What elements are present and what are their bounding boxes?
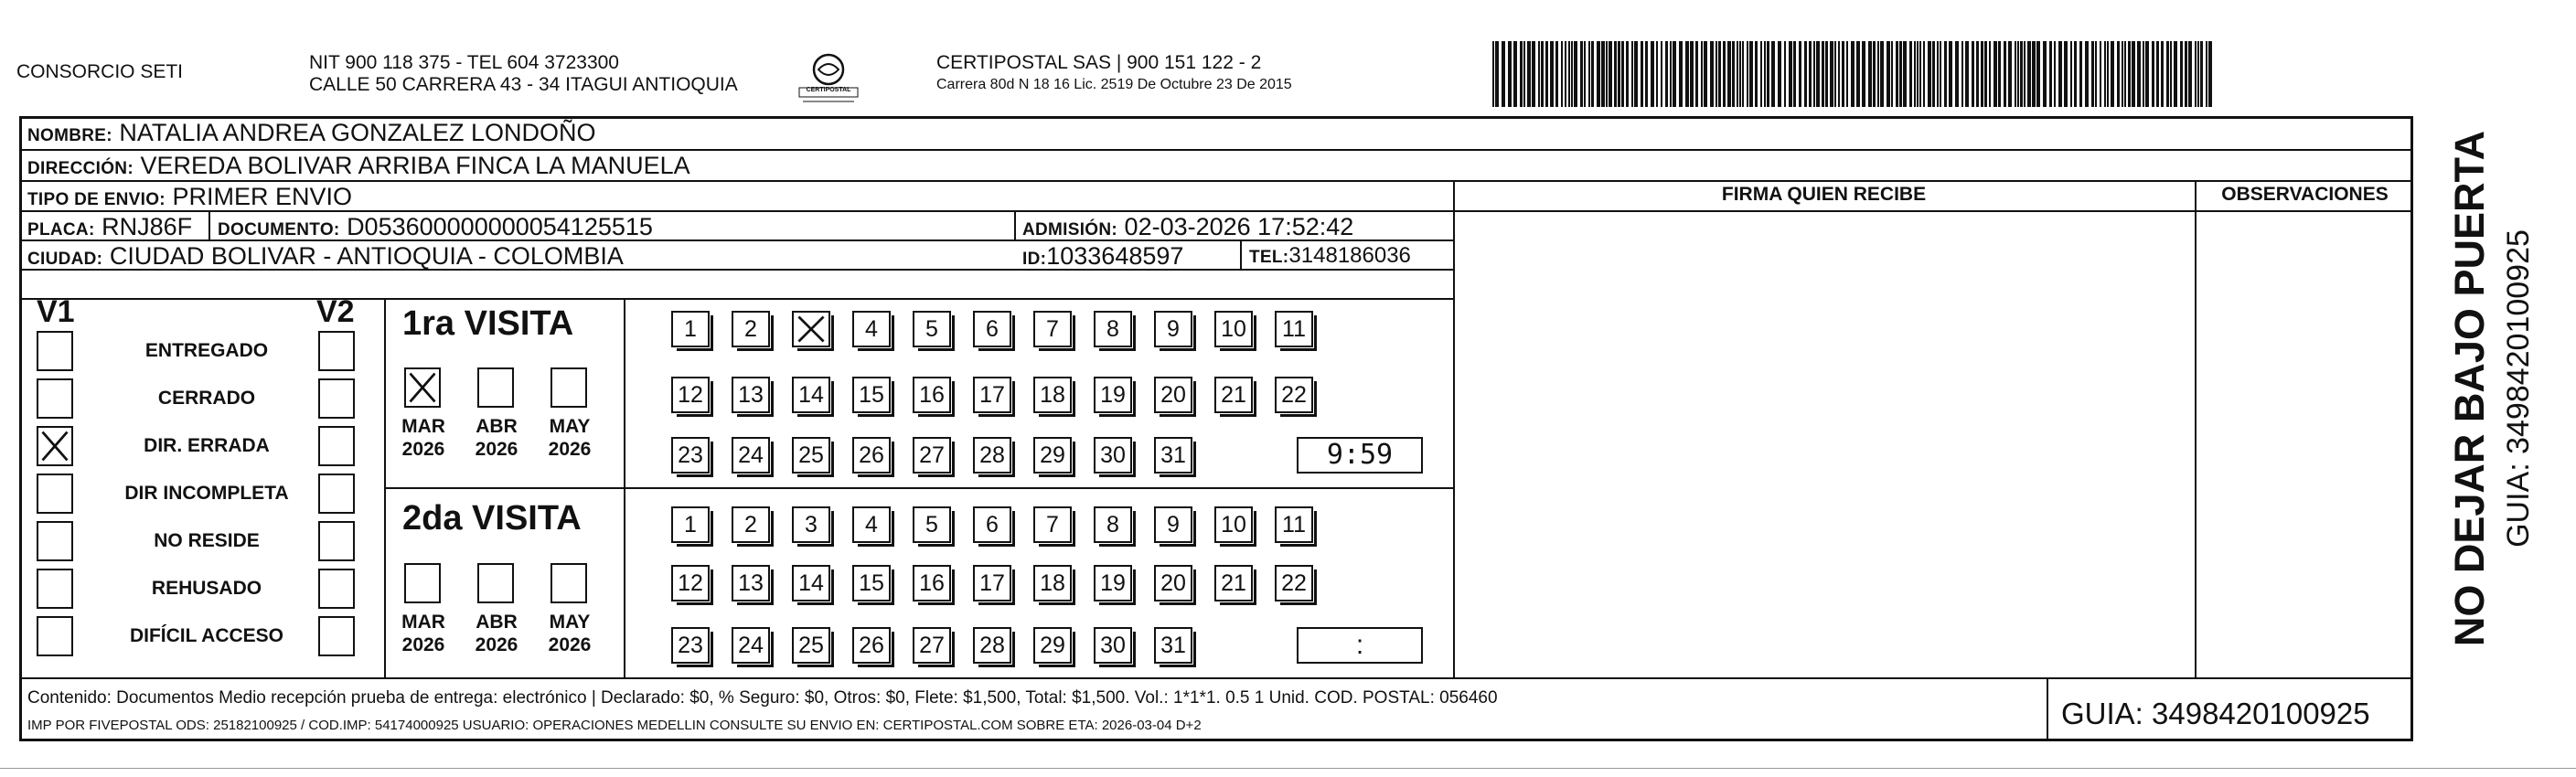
day-box[interactable] [732, 506, 770, 543]
day-number: 2 [744, 316, 757, 342]
day-box[interactable] [1094, 437, 1132, 474]
license-line: Carrera 80d N 18 16 Lic. 2519 De Octubre 23 De 2015 [936, 77, 1292, 92]
certipostal-line: CERTIPOSTAL SAS | 900 151 122 - 2 [936, 52, 1262, 73]
day-box[interactable] [973, 506, 1011, 543]
day-number: 15 [859, 382, 884, 408]
day-number: 11 [1282, 512, 1306, 538]
day-box[interactable] [671, 627, 710, 664]
day-box[interactable] [1033, 437, 1072, 474]
day-box[interactable] [1214, 311, 1253, 347]
day-number: 24 [738, 633, 764, 658]
day-number: 6 [986, 512, 999, 538]
day-box[interactable] [1154, 377, 1192, 413]
day-number: 8 [1106, 512, 1119, 538]
day-number: 13 [738, 382, 764, 408]
day-number: 30 [1100, 442, 1126, 468]
day-box[interactable] [1154, 627, 1192, 664]
ciudad-value: CIUDAD BOLIVAR - ANTIOQUIA - COLOMBIA [109, 242, 624, 270]
day-number: 1 [684, 316, 697, 342]
day-number: 25 [798, 633, 824, 658]
day-box[interactable] [1033, 311, 1072, 347]
day-number: 31 [1160, 633, 1186, 658]
day-box[interactable] [1214, 377, 1253, 413]
day-box[interactable] [792, 437, 830, 474]
firma-label: FIRMA QUIEN RECIBE [1721, 184, 1927, 205]
v2-checkbox[interactable] [318, 521, 355, 561]
day-box[interactable] [671, 311, 710, 347]
direccion-row: DIRECCIÓN: VEREDA BOLIVAR ARRIBA FINCA LA MANUELA [27, 152, 690, 179]
tel-field: TEL:3148186036 [1249, 243, 1411, 268]
day-number: 8 [1106, 316, 1119, 342]
day-box[interactable] [973, 311, 1011, 347]
day-box[interactable] [852, 565, 891, 601]
day-box[interactable] [913, 627, 951, 664]
day-box[interactable] [913, 565, 951, 601]
day-number: 23 [678, 633, 703, 658]
company-name: CONSORCIO SETI [16, 61, 184, 82]
visit2-time[interactable]: : [1297, 627, 1423, 664]
admision-field: ADMISIÓN: 02-03-2026 17:52:42 [1022, 213, 1354, 240]
day-box[interactable] [1033, 506, 1072, 543]
day-number: 2 [744, 512, 757, 538]
v1-checkbox[interactable] [37, 378, 73, 419]
day-number: 5 [925, 316, 938, 342]
month-year: 2026 [548, 634, 592, 655]
day-number: 15 [859, 570, 884, 596]
v1-checkbox[interactable] [37, 474, 73, 514]
day-box[interactable] [852, 437, 891, 474]
v2-checkbox[interactable] [318, 378, 355, 419]
status-option-label: DIR. ERRADA [144, 435, 270, 456]
day-box[interactable] [973, 627, 1011, 664]
day-box[interactable] [732, 311, 770, 347]
month-name: MAR [401, 416, 445, 437]
day-number: 27 [919, 633, 945, 658]
day-number: 18 [1040, 382, 1065, 408]
day-box[interactable] [913, 377, 951, 413]
id-value: 1033648597 [1046, 242, 1184, 270]
day-box[interactable] [792, 377, 830, 413]
day-number: 16 [919, 570, 945, 596]
day-number: 26 [859, 633, 884, 658]
id-field: ID:1033648597 [1022, 242, 1184, 270]
day-box[interactable] [913, 311, 951, 347]
status-option-label: REHUSADO [151, 578, 262, 599]
day-box[interactable] [732, 437, 770, 474]
day-box[interactable] [732, 377, 770, 413]
month-name: MAY [549, 612, 591, 633]
month-checkbox[interactable] [550, 563, 587, 603]
nit-line: NIT 900 118 375 - TEL 604 3723300 [309, 52, 619, 73]
day-number: 28 [979, 442, 1005, 468]
day-box[interactable] [1154, 311, 1192, 347]
visit1-title: 1ra VISITA [402, 304, 574, 343]
day-box[interactable] [792, 565, 830, 601]
day-number: 5 [925, 512, 938, 538]
status-option-label: DIR INCOMPLETA [124, 483, 289, 504]
footer-content: Contenido: Documentos Medio recepción prueba de entrega: electrónico | Declarado: $0, % Seguro: $0, Otros: $0, Flete: $1,500, Total: $1,500. Vol.: 1*1*1. 0.5 1 Unid. COD. POSTAL: 056460 [27, 688, 1498, 708]
status-option-label: NO RESIDE [154, 530, 260, 551]
placa-value: RNJ86F [102, 213, 193, 240]
status-option-label: CERRADO [157, 388, 256, 409]
day-box[interactable] [913, 506, 951, 543]
month-checkbox[interactable] [404, 563, 441, 603]
month-year: 2026 [401, 634, 445, 655]
day-box[interactable] [973, 565, 1011, 601]
day-number: 24 [738, 442, 764, 468]
day-number: 11 [1282, 316, 1306, 342]
day-box-checked[interactable] [792, 311, 830, 347]
day-number: 9 [1167, 512, 1180, 538]
tipo-row: TIPO DE ENVIO: PRIMER ENVIO [27, 183, 352, 210]
day-number: 21 [1221, 382, 1246, 408]
day-box[interactable] [1214, 565, 1253, 601]
footer-guia: GUIA: 3498420100925 [2061, 697, 2370, 730]
day-number: 13 [738, 570, 764, 596]
day-box[interactable] [732, 627, 770, 664]
day-number: 10 [1221, 512, 1246, 538]
day-number: 20 [1160, 382, 1186, 408]
nombre-row: NOMBRE: NATALIA ANDREA GONZALEZ LONDOÑO [27, 119, 596, 146]
day-box[interactable] [671, 506, 710, 543]
day-number: 12 [678, 382, 703, 408]
day-box[interactable] [913, 437, 951, 474]
day-box[interactable] [732, 565, 770, 601]
day-box[interactable] [671, 437, 710, 474]
day-number: 22 [1281, 382, 1307, 408]
month-checkbox[interactable] [477, 563, 514, 603]
day-box[interactable] [1275, 311, 1313, 347]
day-number: 19 [1100, 570, 1126, 596]
day-number: 23 [678, 442, 703, 468]
nombre-value: NATALIA ANDREA GONZALEZ LONDOÑO [119, 119, 596, 146]
day-box[interactable] [973, 377, 1011, 413]
day-box[interactable] [852, 377, 891, 413]
v2-checkbox[interactable] [318, 474, 355, 514]
day-number: 17 [979, 570, 1005, 596]
observaciones-area[interactable] [2197, 212, 2412, 676]
day-box[interactable] [671, 565, 710, 601]
day-box[interactable] [852, 506, 891, 543]
month-name: ABR [476, 416, 518, 437]
tipo-value: PRIMER ENVIO [172, 183, 352, 210]
day-box[interactable] [1154, 437, 1192, 474]
status-option-label: ENTREGADO [144, 340, 269, 361]
month-name: MAR [401, 612, 445, 633]
day-number: 19 [1100, 382, 1126, 408]
no-dejar-warning: NO DEJAR BAJO PUERTA [2446, 130, 2493, 647]
day-box[interactable] [1094, 506, 1132, 543]
month-year: 2026 [401, 439, 445, 460]
visit2-title: 2da VISITA [402, 499, 582, 538]
day-box[interactable] [1094, 311, 1132, 347]
day-number: 3 [805, 512, 818, 538]
admision-value: 02-03-2026 17:52:42 [1124, 213, 1354, 240]
day-number: 1 [684, 512, 697, 538]
day-number: 20 [1160, 570, 1186, 596]
day-number: 10 [1221, 316, 1246, 342]
day-box[interactable] [1275, 506, 1313, 543]
side-guia: GUIA: 3498420100925 [2501, 229, 2536, 548]
tel-value: 3148186036 [1288, 243, 1411, 268]
day-number: 29 [1040, 442, 1065, 468]
v1-checkbox[interactable] [37, 331, 73, 371]
month-name: ABR [476, 612, 518, 633]
day-number: 16 [919, 382, 945, 408]
v1-checkbox[interactable] [37, 569, 73, 609]
month-checkbox[interactable] [477, 367, 514, 408]
month-checkbox[interactable] [404, 367, 441, 408]
day-number: 7 [1046, 316, 1059, 342]
observaciones-label: OBSERVACIONES [2221, 184, 2389, 205]
certipostal-logo-icon [794, 51, 863, 106]
day-number: 30 [1100, 633, 1126, 658]
v2-checkbox[interactable] [318, 331, 355, 371]
day-number: 14 [798, 570, 824, 596]
day-box[interactable] [1154, 565, 1192, 601]
visit1-time[interactable]: 9:59 [1297, 437, 1423, 474]
day-box[interactable] [852, 627, 891, 664]
day-number: 21 [1221, 570, 1246, 596]
v2-checkbox[interactable] [318, 426, 355, 466]
month-year: 2026 [475, 634, 518, 655]
day-number: 7 [1046, 512, 1059, 538]
signature-area[interactable] [1454, 212, 2194, 676]
v1-checkbox[interactable] [37, 616, 73, 656]
day-box[interactable] [792, 506, 830, 543]
month-checkbox[interactable] [550, 367, 587, 408]
day-number: 18 [1040, 570, 1065, 596]
placa-field: PLACA: RNJ86F [27, 213, 193, 240]
day-box[interactable] [1275, 565, 1313, 601]
status-option-label: DIFÍCIL ACCESO [129, 625, 283, 646]
footer-imp: IMP POR FIVEPOSTAL ODS: 25182100925 / COD.IMP: 54174000925 USUARIO: OPERACIONES MEDELLIN CONSULTE SU ENVIO EN: CERTIPOSTAL.COM SOBRE ETA: 2026-03-04 D+2 [27, 718, 1202, 733]
day-number: 4 [865, 512, 878, 538]
day-box[interactable] [1275, 377, 1313, 413]
day-box[interactable] [1033, 565, 1072, 601]
logo-text: CERTIPOSTAL [806, 87, 851, 93]
direccion-value: VEREDA BOLIVAR ARRIBA FINCA LA MANUELA [140, 152, 690, 179]
day-box[interactable] [852, 311, 891, 347]
day-number: 4 [865, 316, 878, 342]
v2-checkbox[interactable] [318, 616, 355, 656]
v2-heading: V2 [316, 294, 355, 329]
v1-checkbox[interactable] [37, 426, 73, 466]
address-line: CALLE 50 CARRERA 43 - 34 ITAGUI ANTIOQUIA [309, 74, 738, 95]
v1-heading: V1 [37, 294, 75, 329]
day-number: 28 [979, 633, 1005, 658]
month-name: MAY [549, 416, 591, 437]
day-number: 14 [798, 382, 824, 408]
day-box[interactable] [1033, 627, 1072, 664]
day-number: 22 [1281, 570, 1307, 596]
v2-checkbox[interactable] [318, 569, 355, 609]
month-year: 2026 [475, 439, 518, 460]
day-number: 26 [859, 442, 884, 468]
day-number: 27 [919, 442, 945, 468]
day-box[interactable] [1094, 565, 1132, 601]
documento-field: DOCUMENTO: D053600000000054125515 [218, 213, 653, 240]
day-number: 31 [1160, 442, 1186, 468]
day-box[interactable] [1094, 627, 1132, 664]
day-number: 25 [798, 442, 824, 468]
day-box[interactable] [792, 627, 830, 664]
ciudad-field: CIUDAD: CIUDAD BOLIVAR - ANTIOQUIA - COLOMBIA [27, 242, 624, 270]
day-box[interactable] [973, 437, 1011, 474]
barcode [1492, 41, 2224, 107]
day-number: 6 [986, 316, 999, 342]
month-year: 2026 [548, 439, 592, 460]
day-number: 17 [979, 382, 1005, 408]
day-number: 29 [1040, 633, 1065, 658]
day-number: 12 [678, 570, 703, 596]
day-box[interactable] [1154, 506, 1192, 543]
day-box[interactable] [1214, 506, 1253, 543]
day-box[interactable] [671, 377, 710, 413]
day-box[interactable] [1033, 377, 1072, 413]
v1-checkbox[interactable] [37, 521, 73, 561]
day-box[interactable] [1094, 377, 1132, 413]
day-number: 9 [1167, 316, 1180, 342]
documento-value: D053600000000054125515 [347, 213, 653, 240]
